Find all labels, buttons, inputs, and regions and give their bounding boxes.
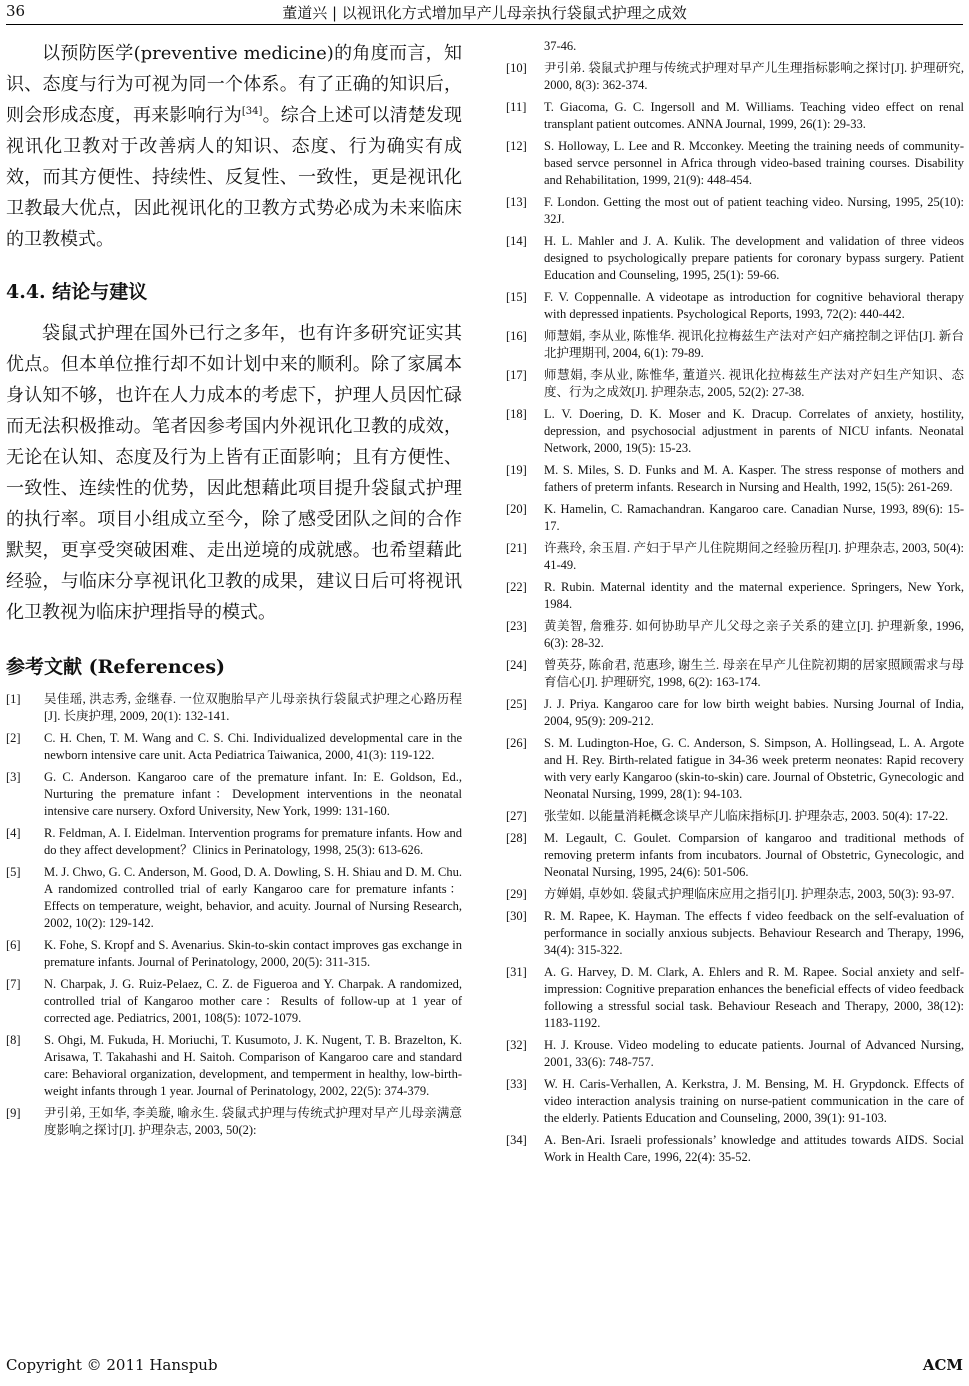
reference-item bbox=[506, 406, 964, 457]
reference-text: M. Legault, C. Goulet. Comparsion of kangaroo and traditional methods of removing preterm infants from incubators. Journal of Obstetric, Gynecologic, and Neonatal Nursing, 1995, 24(6): 501-506. bbox=[544, 831, 964, 879]
reference-text: H. L. Mahler and J. A. Kulik. The development and validation of three videos designed to psychologically prepare patients for coronary bypass surgery. Patient Education and Counseling, 1995, 25(1): 59-66. bbox=[544, 234, 964, 282]
reference-item bbox=[506, 138, 964, 189]
reference-number: [15] bbox=[506, 290, 527, 304]
reference-item bbox=[6, 691, 462, 725]
reference-number: [18] bbox=[506, 407, 527, 421]
reference-text: S. M. Ludington-Hoe, G. C. Anderson, S. Simpson, A. Hollingsead, L. A. Argote and H. Rey. Birth-related fatigue in 34-36 week preterm neonates: Rapid recovery with very early Kangaroo (skin-to-skin) care. Journal of Obstetric, Gynecologic and Neonatal Nursing, 1999, 28(1): 94-103. bbox=[544, 736, 965, 801]
reference-number: [9] bbox=[6, 1106, 21, 1120]
conclusion-paragraph: 袋鼠式护理在国外已行之多年，也有许多研究证实其优点。但本单位推行却不如计划中来的顺利。除了家属本身认知不够，也许在人力成本的考虑下，护理人员因忙碌而无法积极推动。笔者因参考国内外视讯化卫教的成效，无论在认知、态度及行为上皆有正面影响；且有方便性、一致性、连续性的优势，因此想藉此项目提升袋鼠式护理的执行率。项目小组成立至今，除了感受团队之间的合作默契，更享受突破困难、走出逆境的成就感。也希望藉此经验，与临床分享视讯化卫教的成果，建议日后可将视讯化卫教视为临床护理指导的模式。 bbox=[6, 323, 462, 623]
reference-text: 师慧娟, 李从业, 陈惟华. 视讯化拉梅兹生产法对产妇产痛控制之评估[J]. 新台北护理期刊, 2004, 6(1): 79-89. bbox=[544, 329, 964, 360]
reference-item bbox=[506, 657, 964, 691]
reference-number: [3] bbox=[6, 770, 21, 784]
reference-item bbox=[6, 825, 462, 859]
reference-text: G. C. Anderson. Kangaroo care of the premature infant. In: E. Goldson, Ed., Nurturing the premature infant：Development interventions in the neonatal intensive care nursery. Oxford University, New York, 1999: 131-160. bbox=[44, 770, 462, 818]
reference-number: [11] bbox=[506, 100, 527, 114]
reference-number: [6] bbox=[6, 938, 21, 952]
reference-number: [26] bbox=[506, 736, 527, 750]
reference-text: W. H. Caris-Verhallen, A. Kerkstra, J. M. Bensing, M. H. Grypdonck. Effects of video interaction analysis training on nurse-patient communication in the care of the elderly. Patients Education and Counseling, 2000, 39(1): 91-103. bbox=[544, 1077, 964, 1125]
reference-item bbox=[6, 1032, 462, 1100]
reference-text: C. H. Chen, T. M. Wang and C. S. Chi. Individualized developmental care in the newborn intensive care unit. Acta Pediatrica Taiwanica, 2000, 41(3): 119-122. bbox=[44, 731, 462, 762]
reference-item bbox=[506, 618, 964, 652]
reference-text: R. M. Rapee, K. Hayman. The effects f video feedback on the self-evaluation of performance in socially anxious subjects. Behaviour Research and Therapy, 1996, 34(4): 315-322. bbox=[544, 909, 964, 957]
reference-number: [10] bbox=[506, 61, 527, 75]
reference-item bbox=[506, 908, 964, 959]
reference-text: F. London. Getting the most out of patient teaching video. Nursing, 1995, 25(10): 32J. bbox=[544, 195, 964, 226]
reference-number: [4] bbox=[6, 826, 21, 840]
reference-text: K. Fohe, S. Kropf and S. Avenarius. Skin-to-skin contact improves gas exchange in premature infants. Journal of Perinatology, 2000, 20(5): 311-315. bbox=[44, 938, 462, 969]
reference-number: [19] bbox=[506, 463, 527, 477]
reference-item bbox=[6, 769, 462, 820]
reference-text: A. Ben-Ari. Israeli professionals’ knowledge and attitudes towards AIDS. Social Work in Health Care, 1996, 22(4): 35-52. bbox=[544, 1133, 964, 1164]
reference-item bbox=[506, 1132, 964, 1166]
reference-text: F. V. Coppennalle. A videotape as introduction for cognitive behavioral therapy with depressed inpatients. Psychological Reports, 1993, 72(2): 440-442. bbox=[544, 290, 964, 321]
reference-item bbox=[506, 328, 964, 362]
reference-number: [24] bbox=[506, 658, 527, 672]
reference-number: [17] bbox=[506, 368, 527, 382]
reference-text: R. Rubin. Maternal identity and the maternal experience. Springers, New York, 1984. bbox=[544, 580, 964, 611]
reference-item bbox=[506, 289, 964, 323]
reference-item bbox=[506, 540, 964, 574]
reference-number: [20] bbox=[506, 502, 527, 516]
reference-number: [21] bbox=[506, 541, 527, 555]
reference-text: 张莹如. 以能量消耗概念谈早产儿临床指标[J]. 护理杂志, 2003. 50(4): 17-22. bbox=[544, 809, 949, 823]
reference-number: [12] bbox=[506, 139, 527, 153]
reference-number: [1] bbox=[6, 692, 21, 706]
reference-number: [30] bbox=[506, 909, 527, 923]
reference-number: [32] bbox=[506, 1038, 527, 1052]
reference-item bbox=[506, 735, 964, 803]
reference-item bbox=[6, 976, 462, 1027]
reference-text: T. Giacoma, G. C. Ingersoll and M. Williams. Teaching video effect on renal transplant patient outcomes. ANNA Journal, 1999, 26(1): 29-33. bbox=[544, 100, 964, 131]
reference-text: 许燕玲, 余玉眉. 产妇于早产儿住院期间之经验历程[J]. 护理杂志, 2003, 50(4): 41-49. bbox=[544, 541, 964, 572]
reference-number: [2] bbox=[6, 731, 21, 745]
reference-item bbox=[6, 864, 462, 932]
intro-text: 以预防医学(preventive medicine)的角度而言，知识、态度与行为可视为同一个体系。有了正确的知识后，则会形成态度，再来影响行为 bbox=[6, 43, 462, 126]
reference-item bbox=[506, 808, 964, 825]
reference-number: [29] bbox=[506, 887, 527, 901]
copyright-notice: Copyright © 2011 Hanspub bbox=[6, 1356, 218, 1374]
reference-number: [13] bbox=[506, 195, 527, 209]
reference-item bbox=[6, 730, 462, 764]
reference-text: R. Feldman, A. I. Eidelman. Intervention programs for premature infants. How and do they affect development？Clinics in Perinatology, 1998, 25(3): 613-626. bbox=[44, 826, 462, 857]
reference-number: [7] bbox=[6, 977, 21, 991]
reference-number: [28] bbox=[506, 831, 527, 845]
reference-number: [14] bbox=[506, 234, 527, 248]
reference-number: [33] bbox=[506, 1077, 527, 1091]
reference-item bbox=[506, 696, 964, 730]
reference-number: [23] bbox=[506, 619, 527, 633]
reference-number: [22] bbox=[506, 580, 527, 594]
page-number: 36 bbox=[6, 2, 26, 20]
reference-item bbox=[506, 1076, 964, 1127]
running-title: 董道兴 | 以视讯化方式增加早产儿母亲执行袋鼠式护理之成效 bbox=[282, 4, 687, 22]
reference-text: 吴佳瑶, 洪志秀, 金继春. 一位双胞胎早产儿母亲执行袋鼠式护理之心路历程[J]. 长庚护理, 2009, 20(1): 132-141. bbox=[44, 692, 462, 723]
reference-text: 师慧娟, 李从业, 陈惟华, 董道兴. 视讯化拉梅兹生产法对产妇生产知识、态度、行为之成效[J]. 护理杂志, 2005, 52(2): 27-38. bbox=[544, 368, 964, 399]
reference-item bbox=[6, 937, 462, 971]
citation-34: [34] bbox=[241, 106, 263, 117]
reference-text: 尹引弟, 王如华, 李美璇, 喻永生. 袋鼠式护理与传统式护理对早产儿母亲满意度影响之探讨[J]. 护理杂志, 2003, 50(2): bbox=[44, 1106, 462, 1137]
reference-text: H. J. Krouse. Video modeling to educate patients. Journal of Advanced Nursing, 2001, 33(6): 748-757. bbox=[544, 1038, 964, 1069]
reference-text: 黄美智, 詹雅芬. 如何协助早产儿父母之亲子关系的建立[J]. 护理新象, 1996, 6(3): 28-32. bbox=[544, 619, 964, 650]
running-header bbox=[0, 0, 969, 26]
reference-text: M. S. Miles, S. D. Funks and M. A. Kasper. The stress response of mothers and fathers of preterm infants. Research in Nursing and Health, 1992, 15(5): 261-269. bbox=[544, 463, 964, 494]
reference-number: [31] bbox=[506, 965, 527, 979]
reference-item bbox=[506, 194, 964, 228]
reference-text: A. G. Harvey, D. M. Clark, A. Ehlers and R. M. Rapee. Social anxiety and self-impression: Cognitive preparation enhances the beneficial effects of video feedback following a stressful social task. Behaviour Reseach and Therapy, 2000, 38(12): 1183-1192. bbox=[544, 965, 964, 1030]
reference-item bbox=[506, 886, 964, 903]
intro-text-after: 。综合上述可以清楚发现视讯化卫教对于改善病人的知识、态度、行为确实有成效，而其方便性、持续性、反复性、一致性，更是视讯化卫教最大优点，因此视讯化的卫教方式势必成为未来临床的卫教模式。 bbox=[6, 105, 463, 250]
reference-item bbox=[506, 233, 964, 284]
reference-item bbox=[506, 462, 964, 496]
reference-text: J. J. Priya. Kangaroo care for low birth weight babies. Nursing Journal of India, 2004, 95(9): 209-212. bbox=[544, 697, 964, 728]
reference-text: 曾英芬, 陈俞君, 范惠珍, 谢生兰. 母亲在早产儿住院初期的居家照顾需求与母育信心[J]. 护理研究, 1998, 6(2): 163-174. bbox=[544, 658, 964, 689]
reference-text: K. Hamelin, C. Ramachandran. Kangaroo care. Canadian Nurse, 1993, 89(6): 15-17. bbox=[544, 502, 964, 533]
reference-item bbox=[506, 60, 964, 94]
reference-item bbox=[506, 964, 964, 1032]
reference-item bbox=[506, 579, 964, 613]
left-column bbox=[6, 38, 462, 1144]
reference-text: S. Ohgi, M. Fukuda, H. Moriuchi, T. Kusumoto, J. K. Nugent, T. B. Brazelton, K. Arisawa, T. Takahashi and H. Saitoh. Comparison of Kangaroo care and standard care: Behavioral organization, development, and temperment in healthy, low-birth-weight infants through 1 year. Journal of Perinatology, 2002, 22(5): 374-379. bbox=[44, 1033, 462, 1098]
reference-text: N. Charpak, J. G. Ruiz-Pelaez, C. Z. de Figueroa and Y. Charpak. A randomized, controlled trial of Kangaroo mother care：Results of follow-up at 1 year of corrected age. Pediatrics, 2001, 108(5): 1072-1079. bbox=[44, 977, 462, 1025]
reference-item bbox=[506, 367, 964, 401]
reference-text: 方婵娟, 卓妙如. 袋鼠式护理临床应用之指引[J]. 护理杂志, 2003, 50(3): 93-97. bbox=[544, 887, 955, 901]
journal-abbrev: ACM bbox=[922, 1356, 963, 1374]
reference-number: [34] bbox=[506, 1133, 527, 1147]
header-rule bbox=[6, 24, 963, 25]
reference-number: [8] bbox=[6, 1033, 21, 1047]
reference-list-right bbox=[506, 60, 964, 1166]
reference-text: 尹引弟. 袋鼠式护理与传统式护理对早产儿生理指标影响之探讨[J]. 护理研究, 2000, 8(3): 362-374. bbox=[544, 61, 964, 92]
reference-number: [25] bbox=[506, 697, 527, 711]
reference-text: L. V. Doering, D. K. Moser and K. Dracup. Correlates of anxiety, hostility, depression, and psychosocial adjustment in parents of NICU infants. Neonatal Network, 2000, 19(5): 15-23. bbox=[544, 407, 964, 455]
reference-item bbox=[6, 1105, 462, 1139]
reference-text: M. J. Chwo, G. C. Anderson, M. Good, D. A. Dowling, S. H. Shiau and D. M. Chu. A randomized controlled trial of early Kangaroo care for premature infants：Effects on temperature, weight, behavior, and acuity. Journal of Nursing Research, 2002, 10(2): 129-142. bbox=[44, 865, 462, 930]
reference-item bbox=[506, 830, 964, 881]
reference-continuation: 37-46. bbox=[544, 39, 577, 53]
reference-list-left bbox=[6, 691, 462, 1139]
reference-item bbox=[506, 501, 964, 535]
reference-number: [27] bbox=[506, 809, 527, 823]
section-heading: 4.4. 结论与建议 bbox=[6, 281, 148, 303]
reference-number: [16] bbox=[506, 329, 527, 343]
right-column bbox=[506, 38, 964, 1171]
reference-item bbox=[506, 1037, 964, 1071]
reference-number: [5] bbox=[6, 865, 21, 879]
references-heading: 参考文献 (References) bbox=[6, 656, 226, 678]
reference-item bbox=[506, 99, 964, 133]
intro-paragraph bbox=[6, 38, 462, 255]
reference-text: S. Holloway, L. Lee and R. Mcconkey. Meeting the training needs of community-based servce personnel in Africa through video-based training courses. Disability and Rehabilitation, 1999, 21(9): 448-454. bbox=[544, 139, 964, 187]
